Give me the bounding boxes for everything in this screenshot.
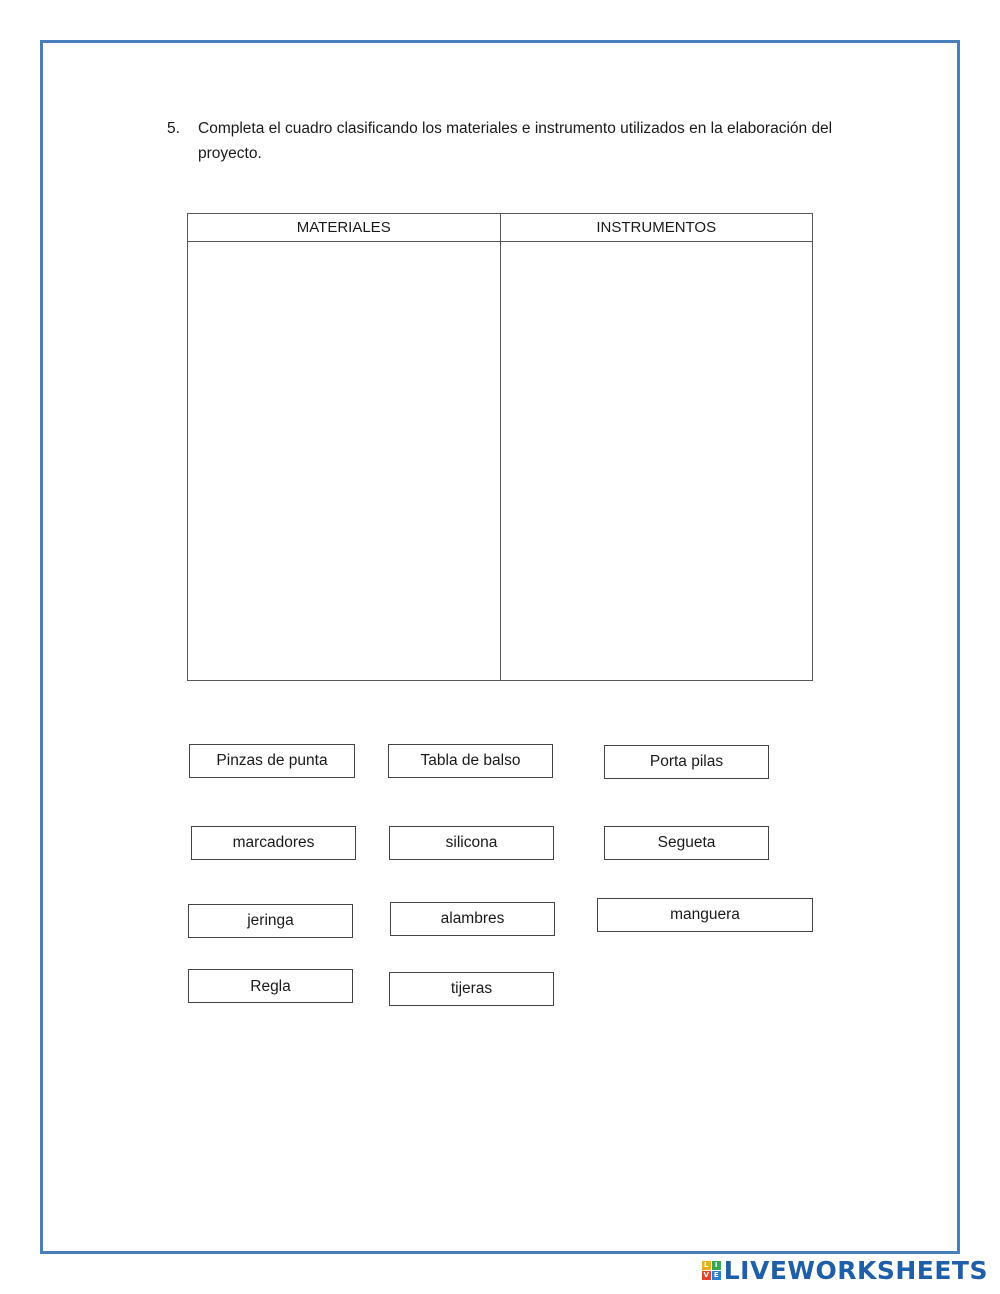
- word-card-tijeras[interactable]: tijeras: [389, 972, 554, 1006]
- word-card-regla[interactable]: Regla: [188, 969, 353, 1003]
- word-card-segueta[interactable]: Segueta: [604, 826, 769, 860]
- liveworksheets-brand: [702, 1255, 988, 1285]
- liveworksheets-logo-icon: [702, 1261, 721, 1280]
- word-card-tabla-de-balso[interactable]: Tabla de balso: [388, 744, 553, 778]
- question-text: Completa el cuadro clasificando los materiales e instrumento utilizados en la elaboración del proyecto.: [198, 120, 833, 162]
- classification-table: [187, 213, 813, 681]
- word-card-jeringa[interactable]: jeringa: [188, 904, 353, 938]
- word-card-porta-pilas[interactable]: Porta pilas: [604, 745, 769, 779]
- word-card-alambres[interactable]: alambres: [390, 902, 555, 936]
- logo-letter-i: I: [712, 1261, 721, 1270]
- brand-name: LIVEWORKSHEETS: [723, 1255, 988, 1285]
- word-card-pinzas-de-punta[interactable]: Pinzas de punta: [189, 744, 355, 778]
- word-card-silicona[interactable]: silicona: [389, 826, 554, 860]
- header-instrumentos: INSTRUMENTOS: [500, 214, 813, 242]
- logo-letter-e: E: [712, 1271, 721, 1280]
- logo-letter-v: V: [703, 1270, 709, 1279]
- header-materiales: MATERIALES: [188, 214, 501, 242]
- dropzone-instrumentos[interactable]: [500, 242, 813, 681]
- dropzone-materiales[interactable]: [188, 242, 501, 681]
- question: [167, 116, 867, 166]
- word-card-manguera[interactable]: manguera: [597, 898, 813, 932]
- word-card-marcadores[interactable]: marcadores: [191, 826, 356, 860]
- logo-letter-l: L: [702, 1261, 711, 1270]
- question-number: 5.: [167, 120, 180, 137]
